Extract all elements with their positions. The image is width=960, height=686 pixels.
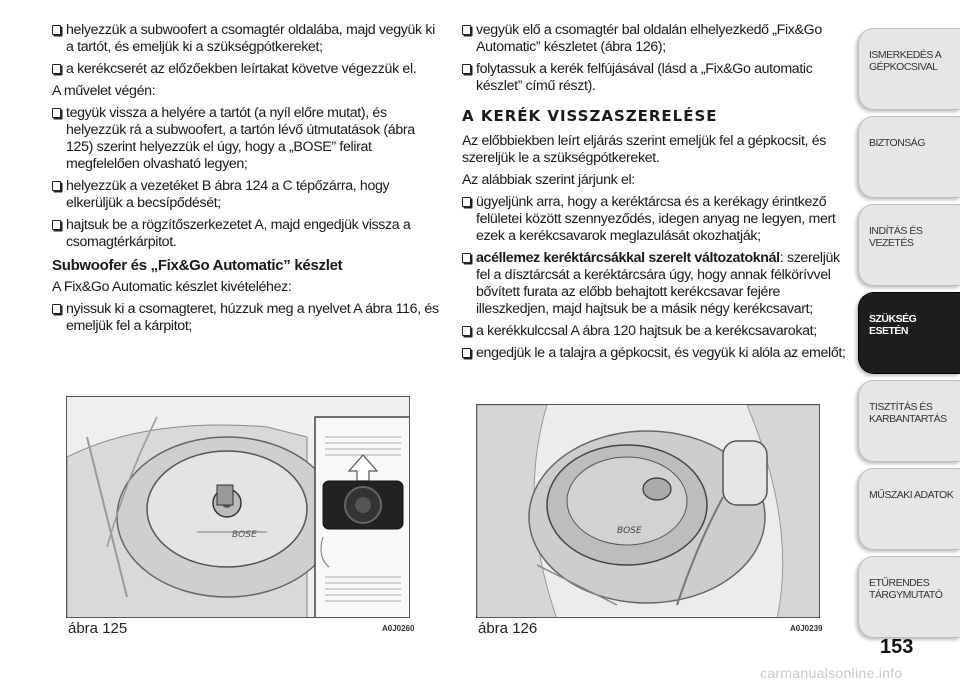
figure-125-caption: ábra 125	[68, 620, 128, 637]
intro-text: A művelet végén:	[52, 83, 156, 99]
section-heading: A KERÉK VISSZASZERELÉSE	[462, 107, 718, 125]
figure-126-code: A0J0239	[790, 624, 823, 633]
page-number: 153	[880, 636, 914, 658]
fixgo-kit-illustration	[477, 405, 820, 618]
tab-targymutato[interactable]: ETŰRENDES TÁRGYMUTATÓ	[858, 556, 960, 638]
figure-126-image	[476, 404, 820, 618]
list-item: acéllemez keréktárcsákkal szerelt változatoknál: szereljük fel a dísztárcsát a keréktárcsára úgy, hogy annak félkörívvel bővített furata az előbb behajtott kerékcsavar fejére illeszkedjen, majd hajtsuk be a másik négy kerékcsavart;	[462, 250, 852, 318]
bose-logo: BOSE	[617, 526, 642, 536]
right-column	[462, 22, 852, 367]
checkbox-bullet-icon	[52, 64, 61, 74]
list-item: ügyeljünk arra, hogy a keréktárcsa és a kerékagy érintkező felületei között szennyeződés, idegen anyag ne legyen, mert ezek a kerékcsavarok meglazulását okozhatják;	[462, 194, 852, 245]
checkbox-bullet-icon	[52, 108, 61, 118]
checkbox-bullet-icon	[462, 348, 471, 358]
subwoofer-subheading: Subwoofer és „Fix&Go Automatic” készlet	[52, 257, 343, 274]
tab-muszaki-adatok[interactable]: MŰSZAKI ADATOK	[858, 468, 960, 550]
checkbox-bullet-icon	[462, 253, 471, 263]
list-item: hajtsuk be a rögzítőszerkezetet A, majd engedjük vissza a csomagtérkárpitot.	[52, 217, 440, 251]
list-item: helyezzük a subwoofert a csomagtér oldalába, majd vegyük ki a tartót, és emeljük ki a szükségpótkereket;	[52, 22, 440, 56]
fixgo-kit-box	[723, 441, 767, 505]
spare-wheel-tray-illustration	[67, 397, 410, 618]
list-item: engedjük le a talajra a gépkocsit, és vegyük ki alóla az emelőt;	[462, 345, 852, 362]
list-item: a kerékkulccsal A ábra 120 hajtsuk be a kerékcsavarokat;	[462, 323, 852, 340]
fixgo-intro-text: A Fix&Go Automatic készlet kivételéhez:	[52, 279, 292, 295]
tab-tisztitas[interactable]: TISZTÍTÁS ÉS KARBANTARTÁS	[858, 380, 960, 462]
checkbox-bullet-icon	[462, 197, 471, 207]
bold-lead-text: acéllemez keréktárcsákkal szerelt változatoknál	[476, 250, 780, 266]
checkbox-bullet-icon	[52, 181, 61, 191]
list-item: helyezzük a vezetéket B ábra 124 a C tépőzárra, hogy elkerüljük a becsípődését;	[52, 178, 440, 212]
checkbox-bullet-icon	[462, 64, 471, 74]
checkbox-bullet-icon	[52, 25, 61, 35]
tab-szukseg-eseten[interactable]: SZÜKSÉG ESETÉN	[858, 292, 960, 374]
list-item: vegyük elő a csomagtér bal oldalán elhelyezkedő „Fix&Go Automatic” készletet (ábra 126);	[462, 22, 852, 56]
paragraph: Az alábbiak szerint járjunk el:	[462, 172, 635, 188]
checkbox-bullet-icon	[462, 25, 471, 35]
checkbox-bullet-icon	[52, 304, 61, 314]
left-column	[52, 22, 440, 340]
bose-logo: BOSE	[232, 530, 257, 540]
list-item: tegyük vissza a helyére a tartót (a nyíl előre mutat), és helyezzük rá a subwoofert, a tartón lévő útmutatások (ábra 125) szerint helyezzük el úgy, hogy a „BOSE” felirat megfelelően olvasható legyen;	[52, 105, 440, 173]
tab-inditas[interactable]: INDÍTÁS ÉS VEZETÉS	[858, 204, 960, 286]
figure-126-caption: ábra 126	[478, 620, 538, 637]
figure-125-image	[66, 396, 410, 618]
checkbox-bullet-icon	[462, 326, 471, 336]
tab-ismerkedes[interactable]: ISMERKEDÉS A GÉPKOCSIVAL	[858, 28, 960, 110]
list-item: nyissuk ki a csomagteret, húzzuk meg a nyelvet A ábra 116, és emeljük fel a kárpitot;	[52, 301, 440, 335]
list-item: a kerékcserét az előzőekben leírtakat követve végezzük el.	[52, 61, 440, 78]
list-item: folytassuk a kerék felfújásával (lásd a „Fix&Go automatic készlet” című részt).	[462, 61, 852, 95]
watermark: carmanualsonline.info	[760, 665, 903, 681]
tab-biztonsag[interactable]: BIZTONSÁG	[858, 116, 960, 198]
checkbox-bullet-icon	[52, 220, 61, 230]
figure-125-code: A0J0260	[382, 624, 415, 633]
paragraph: Az előbbiekben leírt eljárás szerint emeljük fel a gépkocsit, és szereljük le a szükségpótkereket.	[462, 133, 827, 166]
